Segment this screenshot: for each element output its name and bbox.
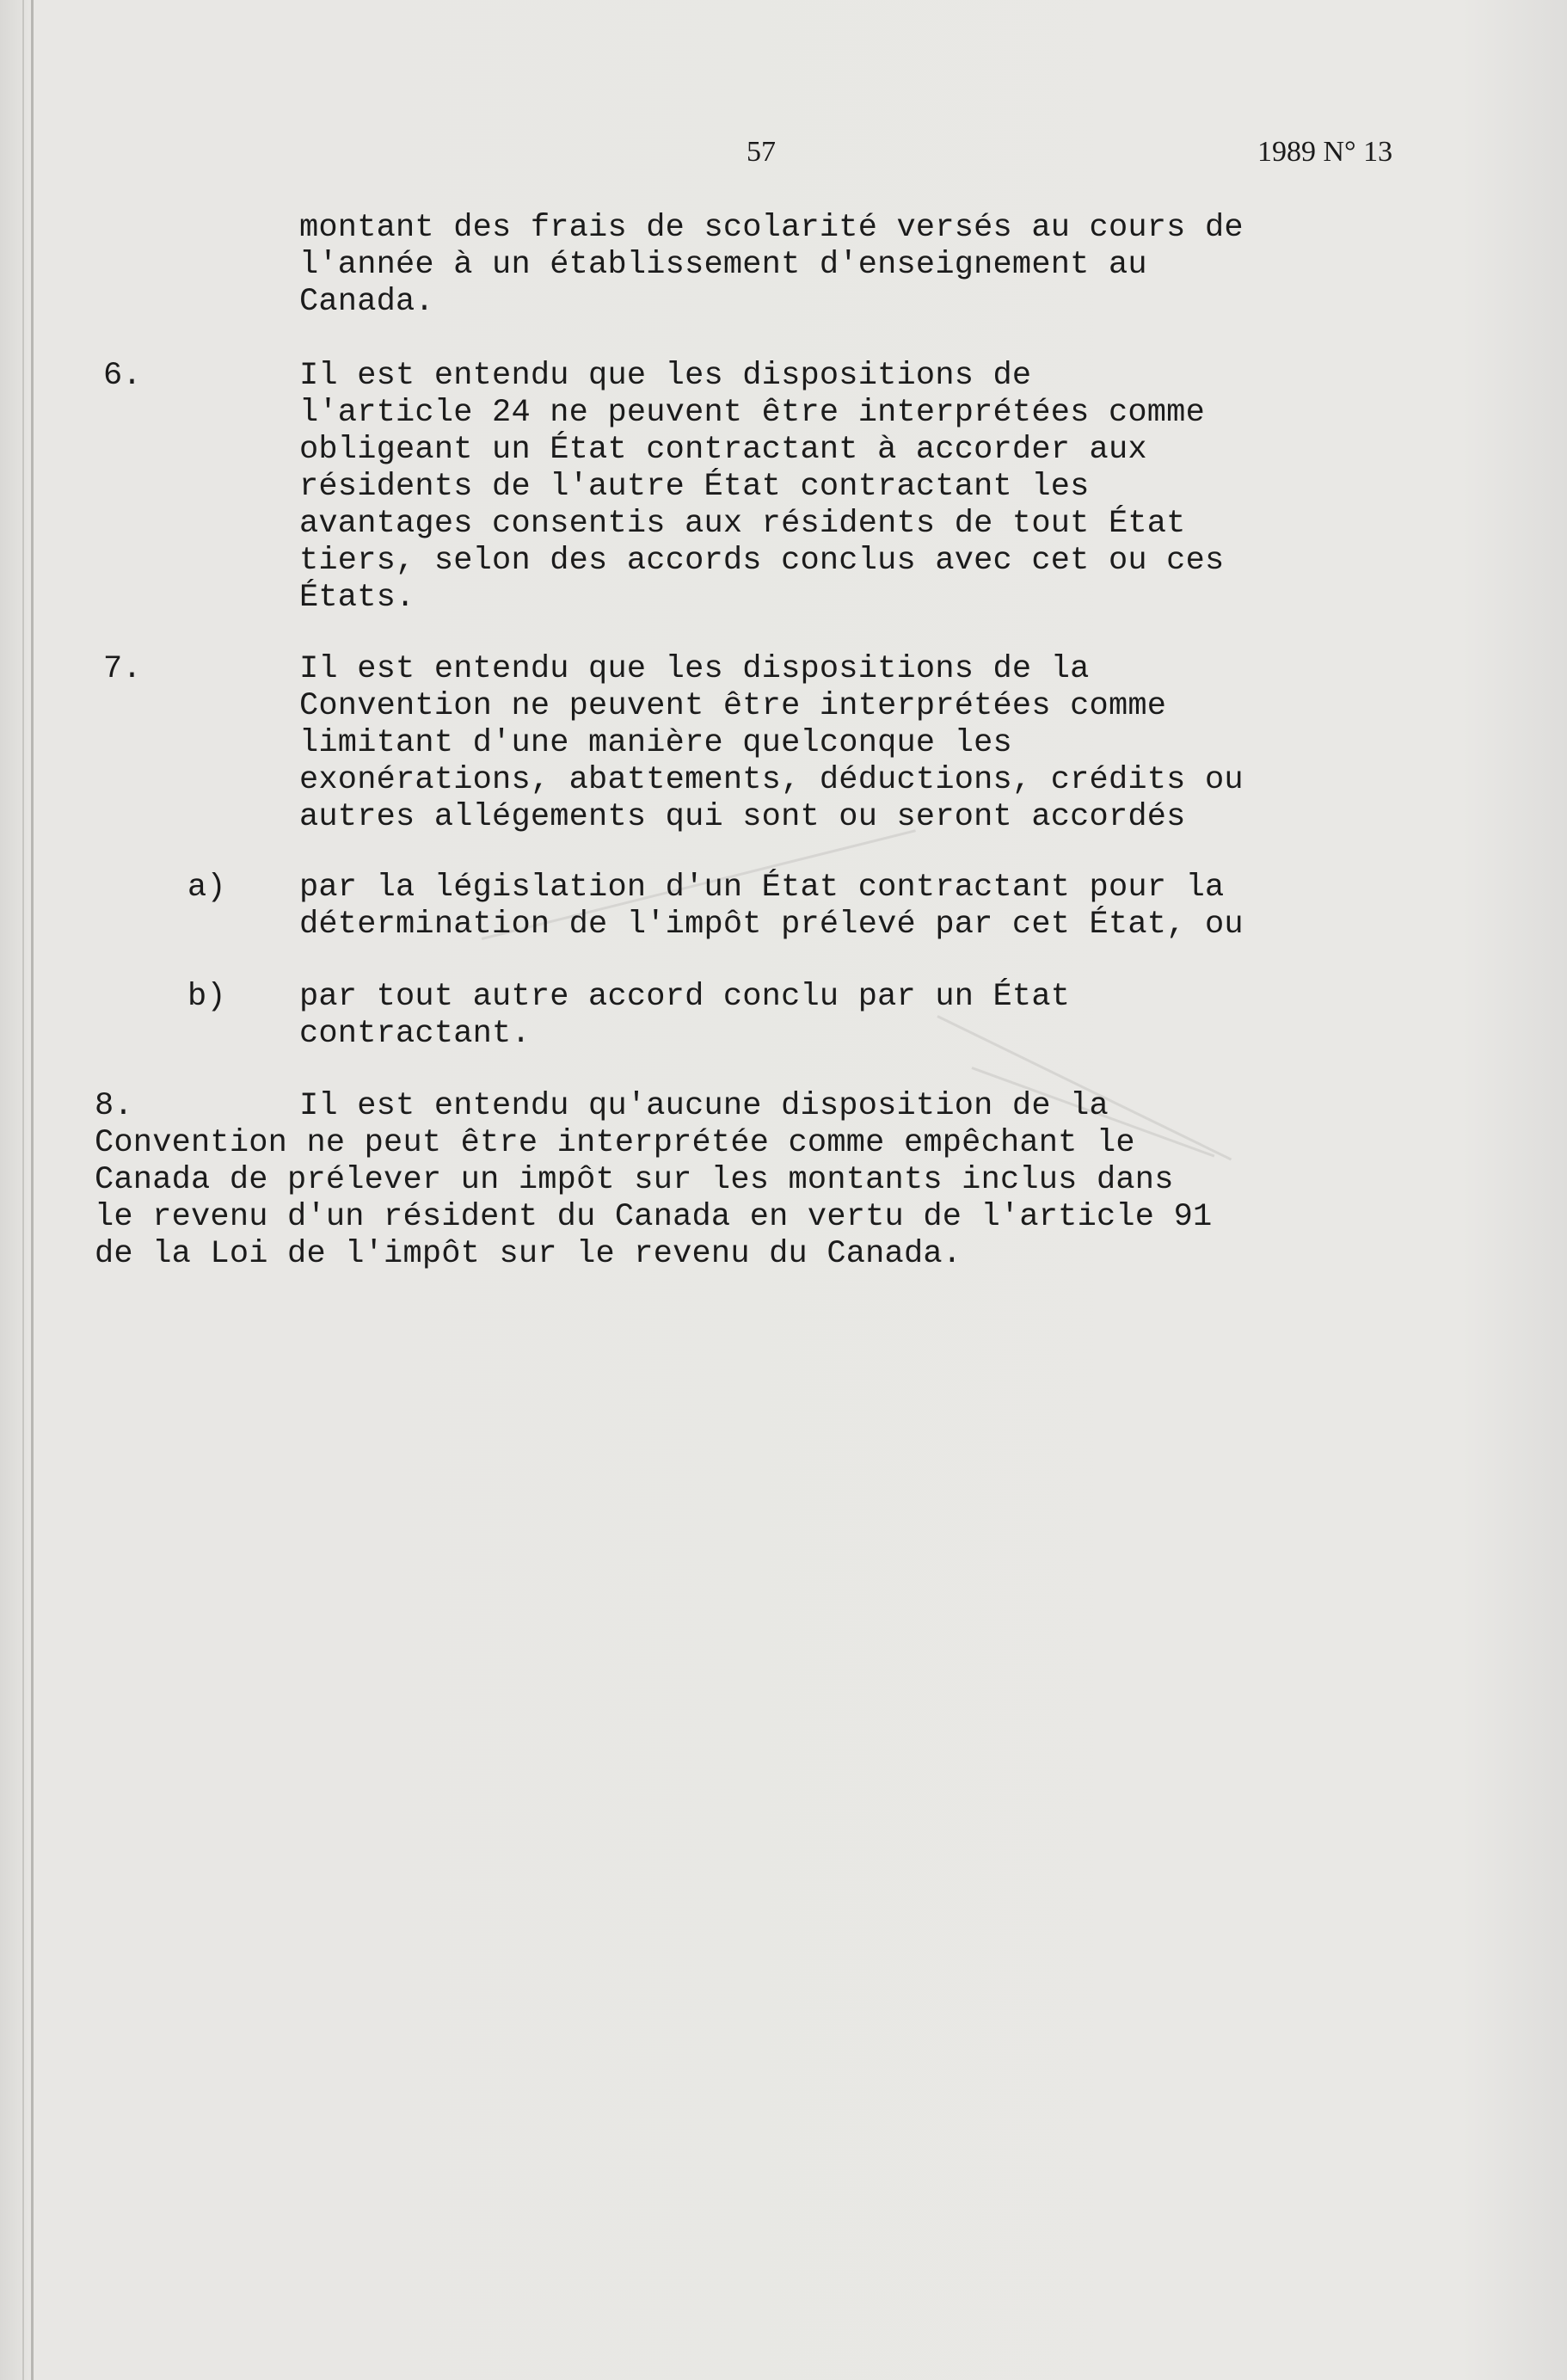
section-line: autres allégements qui sont ou seront accordés (299, 799, 1186, 835)
item-line: contractant. (299, 1016, 531, 1052)
section-line: le revenu d'un résident du Canada en vertu de l'article 91 (95, 1199, 1213, 1235)
item-line: par la législation d'un État contractant pour la (299, 870, 1225, 906)
item-label: b) (187, 979, 226, 1015)
section-line: Il est entendu que les dispositions de la (299, 651, 1090, 687)
section-line: Il est entendu qu'aucune disposition de la (299, 1088, 1109, 1124)
continuation-line: l'année à un établissement d'enseignement au (299, 247, 1147, 283)
section-line: États. (299, 580, 415, 616)
binding-edge-shadow (31, 0, 34, 2380)
section-line: Canada de prélever un impôt sur les montants inclus dans (95, 1162, 1174, 1198)
binding-edge (22, 0, 24, 2380)
section-number: 7. (103, 651, 142, 687)
item-line: par tout autre accord conclu par un État (299, 979, 1071, 1015)
section-number: 6. (103, 358, 142, 394)
continuation-line: Canada. (299, 284, 434, 320)
item-label: a) (187, 870, 226, 906)
section-number: 8. (95, 1088, 133, 1124)
section-line: l'article 24 ne peuvent être interprétées comme (299, 395, 1205, 431)
section-line: obligeant un État contractant à accorder aux (299, 432, 1147, 468)
item-line: détermination de l'impôt prélevé par cet État, ou (299, 907, 1244, 943)
section-line: limitant d'une manière quelconque les (299, 725, 1012, 761)
page-number: 57 (747, 136, 776, 168)
section-line: résidents de l'autre État contractant les (299, 469, 1090, 505)
section-line: exonérations, abattements, déductions, crédits ou (299, 762, 1244, 798)
section-line: Convention ne peut être interprétée comme empêchant le (95, 1125, 1135, 1161)
section-line: de la Loi de l'impôt sur le revenu du Canada. (95, 1236, 962, 1272)
section-line: Convention ne peuvent être interprétées comme (299, 688, 1167, 724)
section-line: tiers, selon des accords conclus avec cet ou ces (299, 543, 1225, 579)
section-line: avantages consentis aux résidents de tout État (299, 506, 1186, 542)
continuation-line: montant des frais de scolarité versés au cours de (299, 210, 1244, 246)
gazette-reference: 1989 N° 13 (1257, 136, 1393, 168)
show-through-bleed (318, 1359, 509, 1395)
section-line: Il est entendu que les dispositions de (299, 358, 1032, 394)
